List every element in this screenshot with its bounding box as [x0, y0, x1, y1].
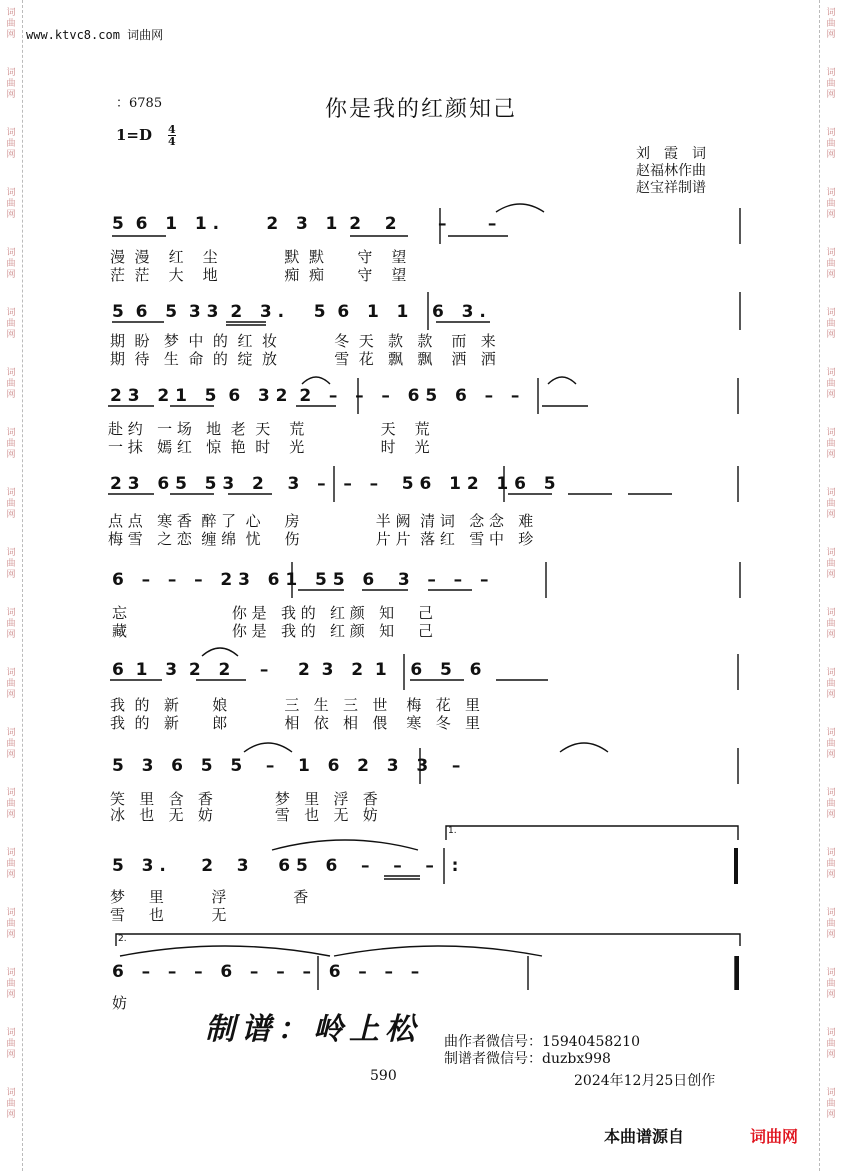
notes: 5 6 1 1 . 2 3 1 2 2 – –	[112, 214, 497, 234]
watermark-text: 词 曲 网	[826, 248, 836, 280]
meter-bottom: 4	[168, 135, 176, 148]
notes: 2 3 2 1 5 6 3 2 2 – – – 6 5 6 – –	[110, 386, 520, 406]
lyric-line-1: 梦 里 浮 香	[110, 888, 309, 906]
site-url[interactable]: www.ktvc8.com 词曲网	[26, 28, 164, 42]
lyric-line-1: 我 的 新 娘 三 生 三 世 梅 花 里	[110, 696, 481, 714]
watermark-text: 词 曲 网	[6, 308, 16, 340]
lyric-line-2: 期 待 生 命 的 绽 放 雪 花 飘 飘 洒 洒	[110, 350, 496, 368]
watermark-text: 词 曲 网	[6, 968, 16, 1000]
watermark-text: 词 曲 网	[826, 68, 836, 100]
lyric-line-2: 冰 也 无 妨 雪 也 无 妨	[110, 806, 378, 824]
key-signature: 1=D	[116, 126, 153, 144]
watermark-text: 词 曲 网	[6, 188, 16, 220]
lyric-line-1: 点 点 寒 香 醉 了 心 房 半 阙 清 词 念 念 难	[108, 512, 534, 530]
watermark-text: 词 曲 网	[826, 788, 836, 820]
watermark-text: 词 曲 网	[6, 788, 16, 820]
watermark-text: 词 曲 网	[826, 1028, 836, 1060]
notes: 5 6 5 3 3 2 3 . 5 6 1 1 6 3 .	[112, 302, 486, 322]
page-number: 590	[370, 1068, 397, 1084]
notes: 6 – – – 2 3 6 1 5 5 6 3 – – –	[112, 570, 489, 590]
transcriber-wechat: 制谱者微信号：duzbx998	[444, 1051, 611, 1067]
lyric-line-2: 一 抹 嫣 红 惊 艳 时 光 时 光	[108, 438, 430, 456]
watermark-text: 词 曲 网	[6, 848, 16, 880]
notes: 6 – – – 6 – – – 6 – – –	[112, 962, 420, 982]
notes: 5 3 6 5 5 – 1 6 2 3 3 –	[112, 756, 461, 776]
lyric-line-1: 赴 约 一 场 地 老 天 荒 天 荒	[108, 420, 430, 438]
lyric-line-2: 雪 也 无	[110, 906, 227, 924]
watermark-text: 词 曲 网	[6, 428, 16, 460]
watermark-text: 词 曲 网	[6, 1028, 16, 1060]
watermark-text: 词 曲 网	[6, 128, 16, 160]
lyric-line-1: 笑 里 含 香 梦 里 浮 香	[110, 790, 378, 808]
watermark-text: 词 曲 网	[6, 1088, 16, 1120]
watermark-text: 词 曲 网	[826, 1088, 836, 1120]
watermark-text: 词 曲 网	[826, 548, 836, 580]
watermark-text: 词 曲 网	[826, 128, 836, 160]
volta-2-label: 2.	[118, 934, 127, 944]
watermark-text: 词 曲 网	[6, 908, 16, 940]
watermark-text: 词 曲 网	[826, 488, 836, 520]
creation-date: 2024年12月25日创作	[574, 1073, 716, 1089]
transcriber: 赵宝祥制谱	[636, 180, 706, 196]
watermark-text: 词 曲 网	[826, 308, 836, 340]
lyricist: 刘 霞 词	[636, 146, 706, 162]
watermark-text: 词 曲 网	[6, 248, 16, 280]
watermark-text: 词 曲 网	[826, 728, 836, 760]
lyric-line-2: 藏 你 是 我 的 红 颜 知 己	[112, 622, 433, 640]
notes: 2 3 6 5 5 3 2 3 – – – 5 6 1 2 1 6 5	[110, 474, 556, 494]
composer-wechat: 曲作者微信号：15940458210	[444, 1034, 640, 1050]
lyric-line-2: 梅 雪 之 恋 缠 绵 忧 伤 片 片 落 红 雪 中 珍	[108, 530, 534, 548]
lyric-line-1: 漫 漫 红 尘 默 默 守 望	[110, 248, 407, 266]
watermark-text: 词 曲 网	[826, 368, 836, 400]
volta-1-label: 1.	[448, 826, 457, 836]
lyric-line-1: 忘 你 是 我 的 红 颜 知 己	[112, 604, 433, 622]
watermark-text: 词 曲 网	[6, 8, 16, 40]
watermark-text: 词 曲 网	[826, 968, 836, 1000]
page-title: 你是我的红颜知己	[324, 97, 517, 122]
watermark-text: 词 曲 网	[826, 908, 836, 940]
transcriber-signature: 制谱：岭上松	[205, 1012, 421, 1047]
notes: 5 3 . 2 3 6 5 6 – – – :	[112, 856, 459, 876]
watermark-text: 词 曲 网	[826, 608, 836, 640]
source-site-link[interactable]: 词曲网	[750, 1127, 799, 1146]
watermark-text: 词 曲 网	[6, 548, 16, 580]
lyric-line-1: 妨	[112, 994, 128, 1012]
lyric-line-2: 我 的 新 郎 相 依 相 偎 寒 冬 里	[110, 714, 481, 732]
lyric-line-2: 茫 茫 大 地 痴 痴 守 望	[110, 266, 407, 284]
wechat-contacts	[444, 1034, 640, 1068]
source-label: 本曲谱源自	[604, 1127, 685, 1146]
watermark-text: 词 曲 网	[6, 488, 16, 520]
notes: 6 1 3 2 2 – 2 3 2 1 6 5 6	[112, 660, 482, 680]
meter-top: 4	[168, 123, 176, 136]
watermark-text: 词 曲 网	[826, 428, 836, 460]
watermark-text: 词 曲 网	[826, 8, 836, 40]
watermark-text: 词 曲 网	[6, 68, 16, 100]
watermark-text: 词 曲 网	[6, 608, 16, 640]
lyric-line-1: 期 盼 梦 中 的 红 妆 冬 天 款 款 而 来	[110, 332, 496, 350]
watermark-text: 词 曲 网	[6, 368, 16, 400]
composer: 赵福林作曲	[636, 163, 706, 179]
song-number: ：6785	[116, 96, 163, 111]
watermark-text: 词 曲 网	[826, 188, 836, 220]
watermark-text: 词 曲 网	[6, 728, 16, 760]
watermark-text: 词 曲 网	[826, 848, 836, 880]
watermark-text: 词 曲 网	[826, 668, 836, 700]
watermark-text: 词 曲 网	[6, 668, 16, 700]
